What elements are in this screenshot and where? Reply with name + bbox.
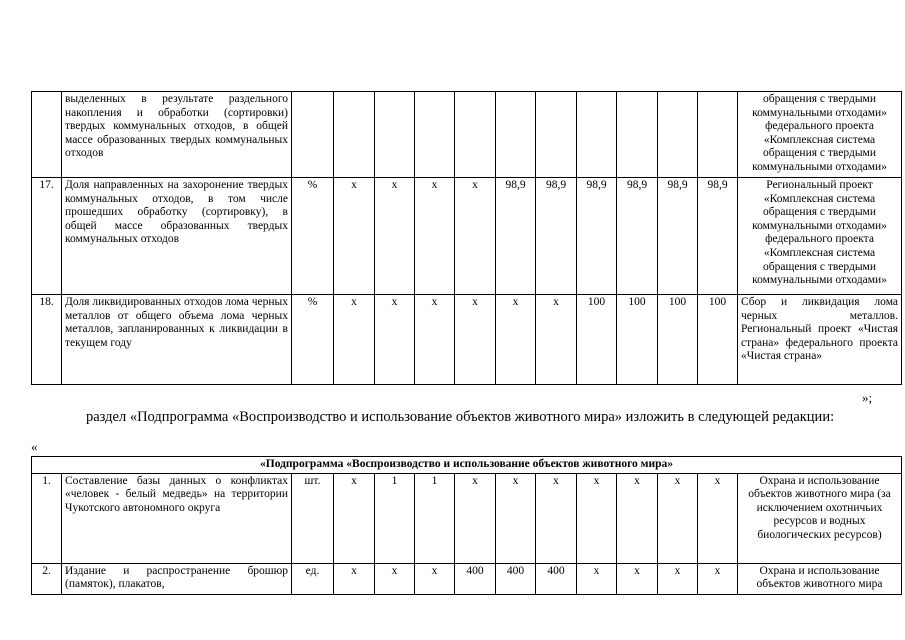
value-cell: х bbox=[415, 295, 455, 385]
table-row bbox=[32, 295, 902, 385]
value-cell: х bbox=[334, 295, 375, 385]
indicator-name: Доля ликвидированных отходов лома черных металлов от общего объема лома черных металлов, запланированных к ликвидации в текущем году bbox=[62, 295, 292, 385]
unit-cell: шт. bbox=[292, 473, 334, 563]
source-cell: обращения с твердыми коммунальными отходами» федерального проекта «Комплексная система обращения с твердыми коммунальными отходами» bbox=[738, 92, 902, 178]
value-cell bbox=[577, 92, 617, 178]
source-cell: Региональный проект «Комплексная система обращения с твердыми коммунальными отходами» федерального проекта «Комплексная система обращения с твердыми коммунальными отходами» bbox=[738, 178, 902, 295]
unit-cell: % bbox=[292, 178, 334, 295]
table-row bbox=[32, 178, 902, 295]
unit-cell bbox=[292, 92, 334, 178]
value-cell: х bbox=[658, 563, 698, 594]
value-cell: х bbox=[375, 178, 415, 295]
source-cell: Сбор и ликвидация лома черных металлов. Региональный проект «Чистая страна» федерального проекта «Чистая страна» bbox=[738, 295, 902, 385]
value-cell: 1 bbox=[375, 473, 415, 563]
value-cell: 98,9 bbox=[577, 178, 617, 295]
value-cell: х bbox=[415, 563, 455, 594]
value-cell: х bbox=[455, 473, 496, 563]
value-cell: х bbox=[334, 563, 375, 594]
table-row bbox=[32, 473, 902, 563]
value-cell: х bbox=[455, 295, 496, 385]
value-cell: х bbox=[577, 473, 617, 563]
value-cell: 100 bbox=[698, 295, 738, 385]
source-cell: Охрана и использование объектов животного мира (за исключением охотничьих ресурсов и водных биологических ресурсов) bbox=[738, 473, 902, 563]
value-cell: 100 bbox=[658, 295, 698, 385]
value-cell: х bbox=[496, 473, 536, 563]
value-cell: 98,9 bbox=[698, 178, 738, 295]
value-cell: х bbox=[334, 178, 375, 295]
unit-cell: % bbox=[292, 295, 334, 385]
unit-cell: ед. bbox=[292, 563, 334, 594]
value-cell: 98,9 bbox=[658, 178, 698, 295]
value-cell: х bbox=[455, 178, 496, 295]
indicator-name: Доля направленных на захоронение твердых коммунальных отходов, в том числе прошедших обработку (сортировку), в общей массе образованных твердых коммунальных отходов bbox=[62, 178, 292, 295]
source-cell: Охрана и использование объектов животного мира bbox=[738, 563, 902, 594]
value-cell bbox=[496, 92, 536, 178]
value-cell: х bbox=[375, 295, 415, 385]
subprogram-title: «Подпрограмма «Воспроизводство и использование объектов животного мира» bbox=[32, 457, 902, 474]
row-number: 18. bbox=[32, 295, 62, 385]
subprogram-table bbox=[31, 456, 902, 595]
amendment-paragraph: раздел «Подпрограмма «Воспроизводство и использование объектов животного мира» изложить в следующей редакции: bbox=[86, 409, 835, 425]
value-cell: 1 bbox=[415, 473, 455, 563]
indicator-name: Издание и распространение брошюр (памяток), плакатов, bbox=[62, 563, 292, 594]
value-cell: 98,9 bbox=[496, 178, 536, 295]
closing-quote-mark: »; bbox=[862, 390, 873, 405]
value-cell: х bbox=[617, 563, 658, 594]
value-cell: х bbox=[334, 473, 375, 563]
value-cell: 100 bbox=[577, 295, 617, 385]
value-cell: 400 bbox=[536, 563, 577, 594]
value-cell bbox=[415, 92, 455, 178]
value-cell: х bbox=[375, 563, 415, 594]
indicator-name: Составление базы данных о конфликтах «человек - белый медведь» на территории Чукотского автономного округа bbox=[62, 473, 292, 563]
value-cell bbox=[334, 92, 375, 178]
opening-quote-mark: « bbox=[31, 439, 38, 454]
value-cell: 400 bbox=[496, 563, 536, 594]
value-cell: 98,9 bbox=[617, 178, 658, 295]
row-number: 17. bbox=[32, 178, 62, 295]
row-number bbox=[32, 92, 62, 178]
indicator-table-continued bbox=[31, 91, 902, 385]
value-cell bbox=[536, 92, 577, 178]
value-cell bbox=[375, 92, 415, 178]
value-cell: х bbox=[698, 563, 738, 594]
value-cell bbox=[617, 92, 658, 178]
row-number: 1. bbox=[32, 473, 62, 563]
value-cell: х bbox=[658, 473, 698, 563]
value-cell bbox=[658, 92, 698, 178]
value-cell: 100 bbox=[617, 295, 658, 385]
value-cell: х bbox=[577, 563, 617, 594]
value-cell: 98,9 bbox=[536, 178, 577, 295]
value-cell: х bbox=[698, 473, 738, 563]
subprogram-title-row bbox=[32, 457, 902, 474]
value-cell: х bbox=[496, 295, 536, 385]
value-cell bbox=[698, 92, 738, 178]
value-cell: х bbox=[617, 473, 658, 563]
row-number: 2. bbox=[32, 563, 62, 594]
value-cell: 400 bbox=[455, 563, 496, 594]
value-cell: х bbox=[536, 473, 577, 563]
table-row bbox=[32, 92, 902, 178]
value-cell bbox=[455, 92, 496, 178]
table-row bbox=[32, 563, 902, 594]
indicator-name: выделенных в результате раздельного накопления и обработки (сортировки) твердых коммунальных отходов, в общей массе образованных твердых коммунальных отходов bbox=[62, 92, 292, 178]
value-cell: х bbox=[536, 295, 577, 385]
value-cell: х bbox=[415, 178, 455, 295]
